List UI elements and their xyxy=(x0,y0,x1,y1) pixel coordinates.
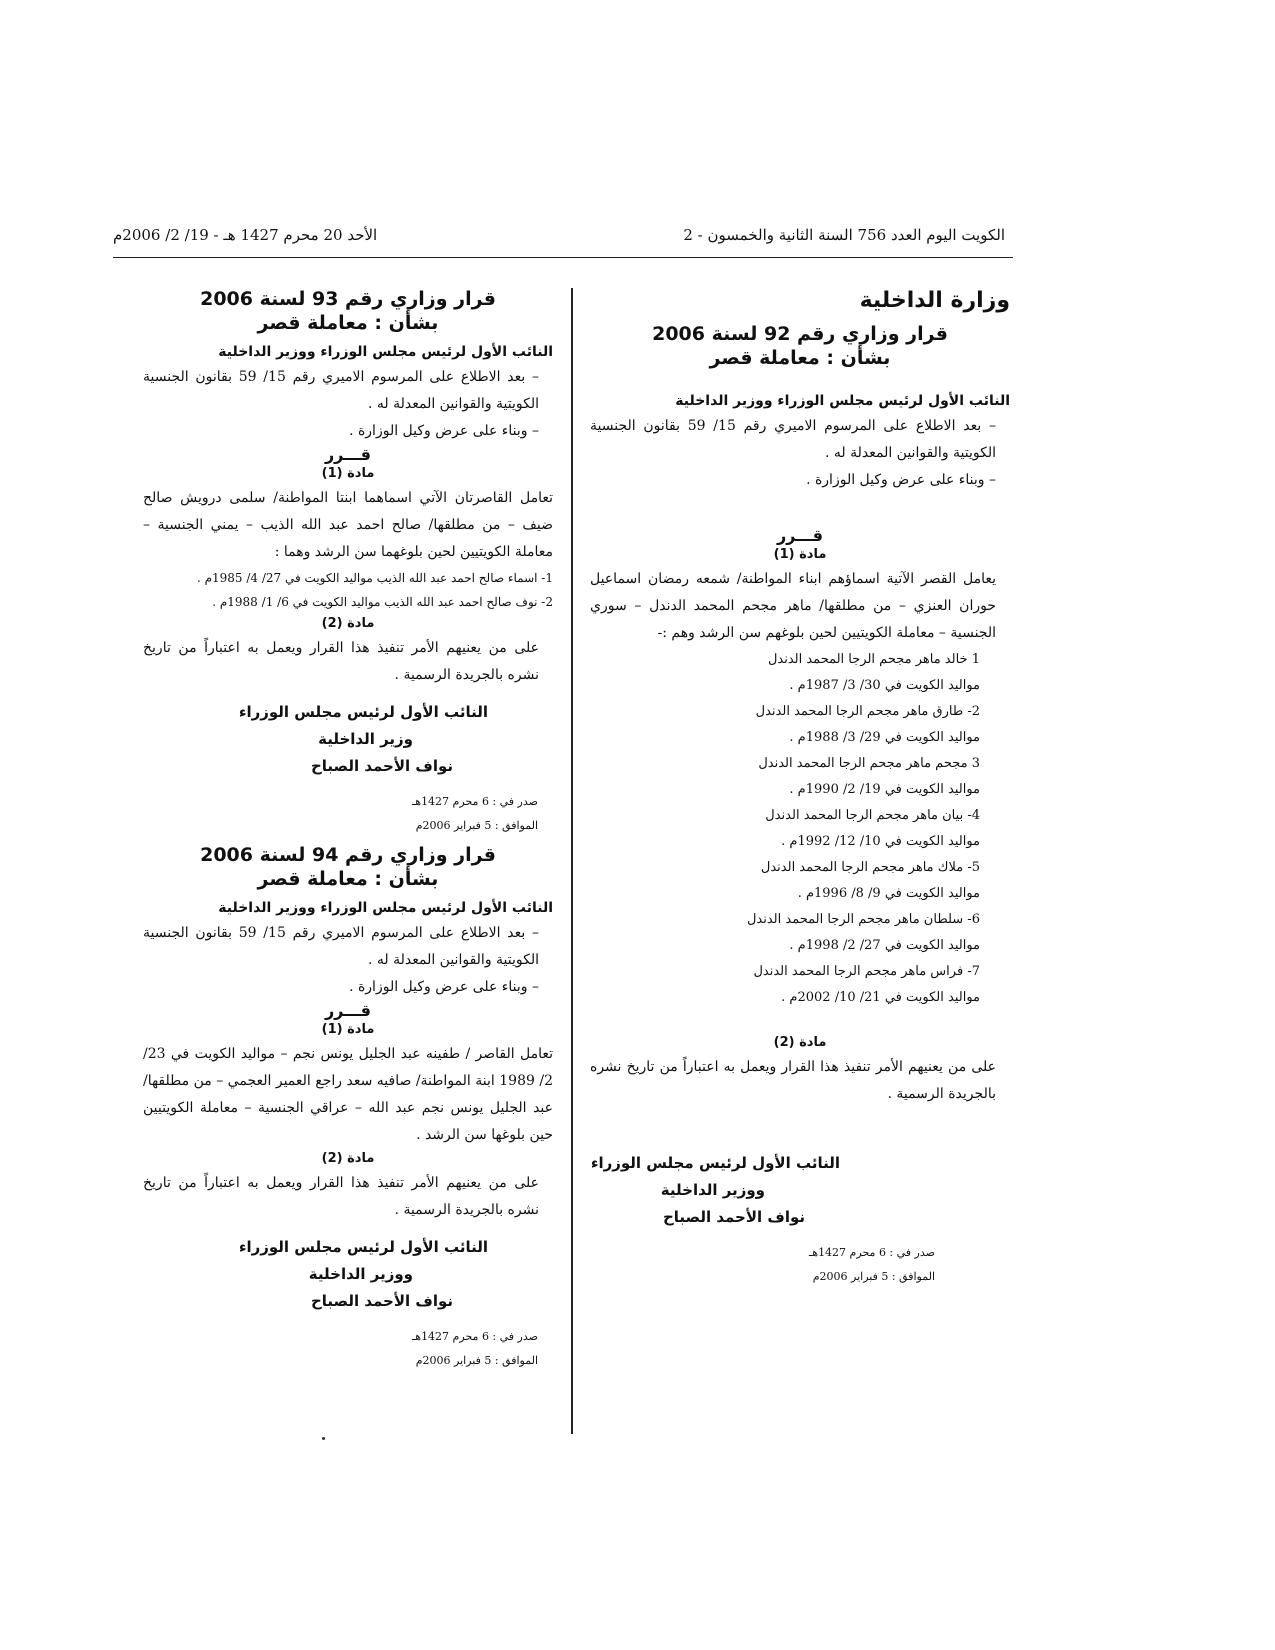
corresponding-date: الموافق : 5 فبراير 2006م xyxy=(415,1354,538,1367)
child-entry: 1- اسماء صالح احمد عبد الله الذيب مواليد الكويت في 27/ 4/ 1985م . xyxy=(196,571,553,585)
decree-title: قرار وزاري رقم 93 لسنة 2006 xyxy=(200,288,496,310)
decree-issuer: النائب الأول لرئيس مجلس الوزراء ووزير الداخلية xyxy=(218,344,553,360)
left-column xyxy=(143,288,553,1373)
child-name: 1 خالد ماهر مجحم الرجا المحمد الدندل xyxy=(767,652,980,667)
article-2-text: على من يعنيهم الأمر تنفيذ هذا القرار ويعمل به اعتباراً من تاريخ نشره بالجريدة الرسمية . xyxy=(143,1175,539,1218)
decree-subject: بشأن : معاملة قصر xyxy=(257,312,439,334)
child-name: 6- سلطان ماهر مجحم الرجا المحمد الدندل xyxy=(746,912,980,927)
decree-issuer: النائب الأول لرئيس مجلس الوزراء ووزير الداخلية xyxy=(675,393,1010,409)
header-rule xyxy=(113,257,1013,258)
decided-heading: قـــرر xyxy=(324,445,372,464)
article-1-heading: مادة (1) xyxy=(321,1022,375,1037)
article-2-text: على من يعنيهم الأمر تنفيذ هذا القرار ويعمل به اعتباراً من تاريخ نشره بالجريدة الرسمية . xyxy=(143,640,539,683)
child-dob: مواليد الكويت في 19/ 2/ 1990م . xyxy=(789,782,980,797)
child-dob: مواليد الكويت في 21/ 10/ 2002م . xyxy=(781,990,980,1005)
preamble-1: – بعد الاطلاع على المرسوم الاميري رقم 15/ 59 بقانون الجنسية الكويتية والقوانين المعدلة له . xyxy=(143,925,539,968)
decided-heading: قـــرر xyxy=(324,1001,372,1020)
issued-date: صدر في : 6 محرم 1427هـ xyxy=(412,1330,538,1343)
running-header-date: الأحد 20 محرم 1427 هـ - 19/ 2/ 2006م xyxy=(113,226,378,244)
article-1-text: تعامل القاصرتان الآتي اسماهما ابنتا المواطنة/ سلمى درويش صالح ضيف – من مطلقها/ صالح احمد عبد الله الذيب – يمني الجنسية – معاملة الكويتيين لحين بلوغهما سن الرشد وهما : xyxy=(143,490,553,560)
child-dob: مواليد الكويت في 27/ 2/ 1998م . xyxy=(789,938,980,953)
child-entry: 2- نوف صالح احمد عبد الله الذيب مواليد الكويت في 6/ 1/ 1988م . xyxy=(212,595,553,609)
decree-92 xyxy=(590,288,1010,1289)
preamble-2: – وبناء على عرض وكيل الوزارة . xyxy=(349,979,539,995)
signatory-name: نواف الأحمد الصباح xyxy=(310,1292,453,1310)
decree-title: قرار وزاري رقم 92 لسنة 2006 xyxy=(652,323,948,345)
decree-subject: بشأن : معاملة قصر xyxy=(257,868,439,890)
ministry-heading: وزارة الداخلية xyxy=(859,288,1010,313)
article-2-heading: مادة (2) xyxy=(773,1035,827,1050)
child-name: 4- بيان ماهر مجحم الرجا المحمد الدندل xyxy=(765,808,980,823)
decree-title: قرار وزاري رقم 94 لسنة 2006 xyxy=(200,844,496,866)
article-2-text: على من يعنيهم الأمر تنفيذ هذا القرار ويعمل به اعتباراً من تاريخ نشره بالجريدة الرسمية . xyxy=(590,1059,996,1102)
signatory-ministry: ووزير الداخلية xyxy=(308,1265,413,1283)
article-2-heading: مادة (2) xyxy=(321,616,375,631)
signatory-ministry: ووزير الداخلية xyxy=(660,1181,765,1199)
child-name: 7- فراس ماهر مجحم الرجا المحمد الدندل xyxy=(753,964,980,979)
preamble-2: – وبناء على عرض وكيل الوزارة . xyxy=(806,472,996,488)
scan-speck xyxy=(322,1437,325,1440)
corresponding-date: الموافق : 5 فبراير 2006م xyxy=(812,1270,935,1283)
decree-subject: بشأن : معاملة قصر xyxy=(709,347,891,369)
child-name: 2- طارق ماهر مجحم الرجا المحمد الدندل xyxy=(755,704,980,719)
signatory-title: النائب الأول لرئيس مجلس الوزراء xyxy=(238,1238,488,1256)
signatory-ministry: وزير الداخلية xyxy=(318,730,413,748)
preamble-1: – بعد الاطلاع على المرسوم الاميري رقم 15/ 59 بقانون الجنسية الكويتية والقوانين المعدلة له . xyxy=(590,418,996,461)
decided-heading: قـــرر xyxy=(776,526,824,545)
article-2-heading: مادة (2) xyxy=(321,1151,375,1166)
column-divider xyxy=(571,288,573,1434)
article-1-heading: مادة (1) xyxy=(773,547,827,562)
article-1-heading: مادة (1) xyxy=(321,466,375,481)
decree-93 xyxy=(143,288,553,838)
child-dob: مواليد الكويت في 30/ 3/ 1987م . xyxy=(789,678,980,693)
corresponding-date: الموافق : 5 فبراير 2006م xyxy=(415,819,538,832)
child-dob: مواليد الكويت في 29/ 3/ 1988م . xyxy=(789,730,980,745)
issued-date: صدر في : 6 محرم 1427هـ xyxy=(809,1246,935,1259)
decree-94 xyxy=(143,844,553,1373)
preamble-1: – بعد الاطلاع على المرسوم الاميري رقم 15/ 59 بقانون الجنسية الكويتية والقوانين المعدلة له . xyxy=(143,369,539,412)
article-1-text: تعامل القاصر / طفينه عبد الجليل يونس نجم – مواليد الكويت في 23/ 2/ 1989 ابنة المواطنة/ صافيه سعد راجع العمير العجمي – من مطلقها/ عبد الجليل يونس نجم عبد الله – عراقي الجنسية – معاملة الكويتيين حين بلوغها سن الرشد . xyxy=(143,1046,553,1143)
signatory-name: نواف الأحمد الصباح xyxy=(310,757,453,775)
preamble-2: – وبناء على عرض وكيل الوزارة . xyxy=(349,423,539,439)
running-header-issue: الكويت اليوم العدد 756 السنة الثانية والخمسون - 2 xyxy=(683,226,1005,244)
child-name: 5- ملاك ماهر مجحم الرجا المحمد الدندل xyxy=(760,860,980,875)
child-name: 3 مجحم ماهر مجحم الرجا المحمد الدندل xyxy=(758,756,980,771)
signatory-title: النائب الأول لرئيس مجلس الوزراء xyxy=(238,703,488,721)
article-1-text: يعامل القصر الآتية اسماؤهم ابناء المواطنة/ شمعه رمضان اسماعيل حوران العنزي – من مطلقها/ ماهر مجحم المحمد الدندل – سوري الجنسية – معاملة الكويتيين لحين بلوغهم سن الرشد وهم :- xyxy=(590,571,996,641)
decree-issuer: النائب الأول لرئيس مجلس الوزراء ووزير الداخلية xyxy=(218,900,553,916)
child-dob: مواليد الكويت في 10/ 12/ 1992م . xyxy=(781,834,980,849)
signatory-name: نواف الأحمد الصباح xyxy=(662,1208,805,1226)
child-dob: مواليد الكويت في 9/ 8/ 1996م . xyxy=(797,886,980,901)
issued-date: صدر في : 6 محرم 1427هـ xyxy=(412,795,538,808)
signatory-title: النائب الأول لرئيس مجلس الوزراء xyxy=(590,1154,840,1172)
